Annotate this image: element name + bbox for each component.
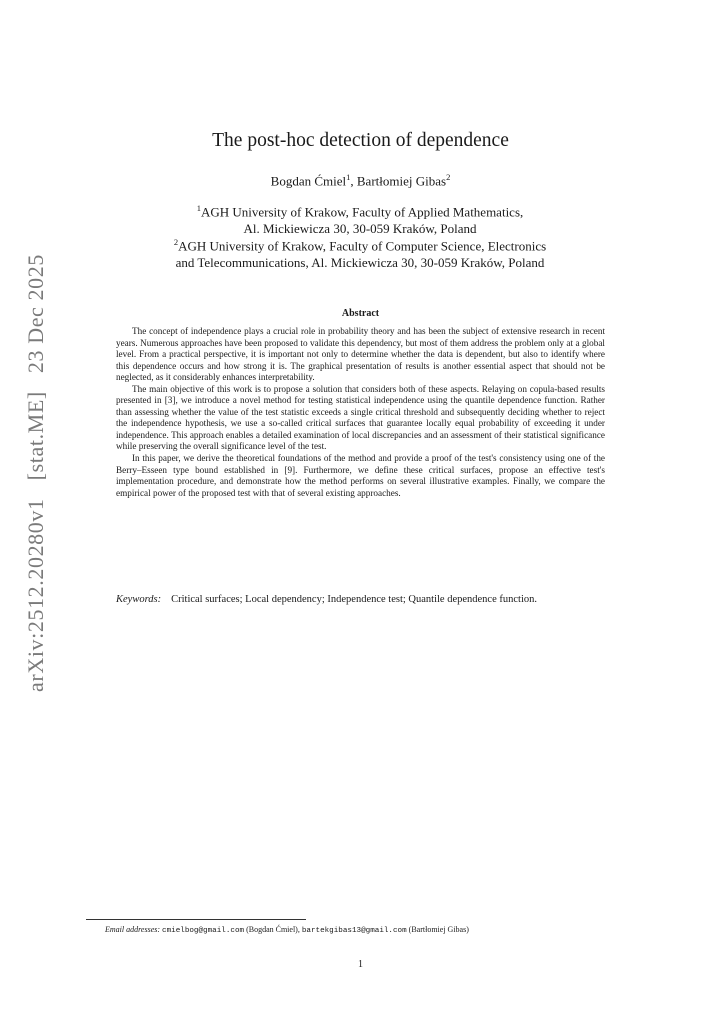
affiliation-2-text-1: AGH University of Krakow, Faculty of Computer Science, Electronics bbox=[178, 238, 547, 254]
abstract-paragraph-1: The concept of independence plays a crucial role in probability theory and has been the subject of extensive research in recent years. Numerous approaches have been proposed to validate this dependency, but most of them address the problem only at a global level. From a practical perspective, it is important not only to determine whether the data is dependent, but also to identify where this dependence occurs and how strong it is. The graphical presentation of results is another essential aspect that should not be neglected, as it considerably enhances interpretability. bbox=[116, 326, 605, 383]
keywords-text: Critical surfaces; Local dependency; Independence test; Quantile dependence function. bbox=[171, 594, 537, 605]
email-footnote bbox=[105, 925, 469, 935]
author-1-affiliation-mark: 1 bbox=[346, 172, 351, 182]
author-1-name: Bogdan Ćmiel bbox=[270, 173, 347, 189]
arxiv-date: 23 Dec 2025 bbox=[23, 254, 48, 374]
affiliation-1-text-1: AGH University of Krakow, Faculty of Applied Mathematics, bbox=[200, 204, 524, 220]
keywords-label: Keywords: bbox=[116, 594, 162, 605]
affiliation-2-line-1 bbox=[110, 234, 610, 254]
email-owner-1: (Bogdan Ćmiel), bbox=[246, 925, 300, 934]
abstract-paragraph-3: In this paper, we derive the theoretical foundations of the method and provide a proof of the test's consistency using one of the Berry–Esseen type bound established in [9]. Furthermore, we define these critical surfaces, propose an effective test's implementation procedure, and demonstrate how the method performs on several illustrative examples. Finally, we compare the empirical power of the proposed test with that of several existing approaches. bbox=[116, 453, 605, 498]
arxiv-id: arXiv:2512.20280v1 bbox=[23, 498, 48, 692]
arxiv-category: [stat.ME] bbox=[23, 391, 48, 481]
abstract-heading: Abstract bbox=[341, 308, 380, 319]
email-owner-2: (Bartłomiej Gibas) bbox=[408, 925, 469, 934]
paper-title: The post-hoc detection of dependence bbox=[212, 130, 509, 151]
footnote-divider bbox=[86, 919, 306, 920]
author-2-name: Bartłomiej Gibas bbox=[356, 173, 447, 189]
page-number: 1 bbox=[358, 959, 363, 970]
abstract-body bbox=[116, 326, 605, 499]
author-separator: , bbox=[350, 173, 357, 189]
email-footnote-label: Email addresses: bbox=[105, 925, 161, 934]
affiliation-1-line-2: Al. Mickiewicza 30, 30-059 Kraków, Poland bbox=[243, 221, 477, 237]
affiliation-1-line-1 bbox=[110, 200, 610, 220]
email-link-2[interactable]: bartekgibas13@gmail.com bbox=[301, 927, 407, 935]
affiliation-2-line-2: and Telecommunications, Al. Mickiewicza 30, 30-059 Kraków, Poland bbox=[175, 255, 545, 271]
affiliation-1-mark: 1 bbox=[196, 203, 201, 213]
author-list bbox=[0, 172, 721, 189]
abstract-paragraph-2: The main objective of this work is to propose a solution that considers both of these aspects. Relaying on copula-based results presented in [3], we introduce a novel method for testing statistical independence using the quantile dependence function. Rather than assessing whether the value of the test statistic exceeds a single critical threshold and subsequently deciding whether to reject the independence hypothesis, we use a so-called critical surfaces that guarantee locally equal probability of exceeding it under independence. This approach enables a detailed examination of local discrepancies and an assessment of their statistical significance while preserving the overall significance level of the test. bbox=[116, 383, 605, 452]
keywords bbox=[116, 593, 605, 606]
affiliation-2-mark: 2 bbox=[173, 237, 179, 247]
email-link-1[interactable]: cmielbog@gmail.com bbox=[162, 927, 245, 935]
author-2-affiliation-mark: 2 bbox=[446, 172, 451, 182]
affiliation-1 bbox=[110, 200, 610, 237]
affiliation-2 bbox=[110, 234, 610, 271]
